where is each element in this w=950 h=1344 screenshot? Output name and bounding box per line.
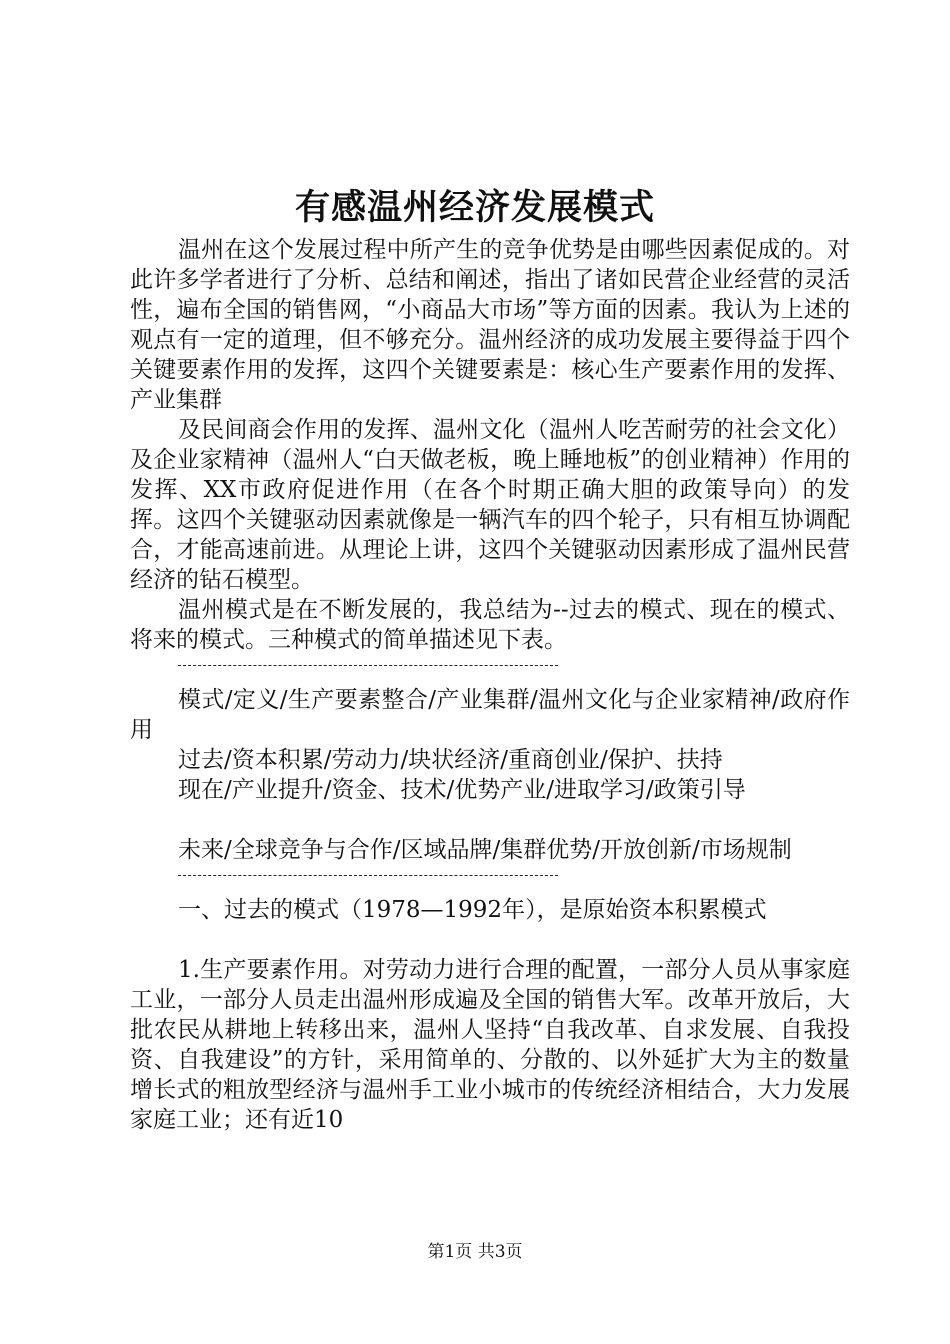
paragraph-intro: 温州在这个发展过程中所产生的竞争优势是由哪些因素促成的。对此许多学者进行了分析、总结和阐述，指出了诸如民营企业经营的灵活性，遍布全国的销售网，“小商品大市场”等方面的因素。我认为上述的观点有一定的道理，但不够充分。温州经济的成功发展主要得益于四个关键要素作用的发挥，这四个关键要素是：核心生产要素作用的发挥、产业集群 bbox=[130, 237, 850, 413]
paragraph-four-drivers: 及民间商会作用的发挥、温州文化（温州人吃苦耐劳的社会文化）及企业家精神（温州人“白天做老板，晚上睡地板”的创业精神）作用的发挥、XX市政府促进作用（在各个时期正确大胆的政策导向）的发挥。这四个关键驱动因素就像是一辆汽车的四个轮子，只有相互协调配合，才能高速前进。从理论上讲，这四个关键驱动因素形成了温州民营经济的钻石模型。 bbox=[130, 417, 850, 593]
page-footer: 第1页 共3页 bbox=[427, 1242, 523, 1262]
table-row-present: 现在/产业提升/资金、技术/优势产业/进取学习/政策引导 bbox=[178, 777, 746, 803]
table-header-row: 模式/定义/生产要素整合/产业集群/温州文化与企业家精神/政府作用 bbox=[130, 687, 850, 743]
table-bottom-rule bbox=[130, 865, 850, 895]
paragraph-model-evolution: 温州模式是在不断发展的，我总结为--过去的模式、现在的模式、将来的模式。三种模式的简单描述见下表。 bbox=[130, 597, 850, 653]
blank-line bbox=[130, 925, 850, 955]
dashed-divider bbox=[178, 665, 558, 666]
section-heading-past-model: 一、过去的模式（1978—1992年），是原始资本积累模式 bbox=[178, 897, 767, 923]
document-title: 有感温州经济发展模式 bbox=[294, 187, 655, 228]
table-top-rule bbox=[130, 655, 850, 685]
paragraph-production-factors: 1.生产要素作用。对劳动力进行合理的配置，一部分人员从事家庭工业，一部分人员走出温州形成遍及全国的销售大军。改革开放后，大批农民从耕地上转移出来，温州人坚持“自我改革、自求发展、自我投资、自我建设”的方针，采用简单的、分散的、以外延扩大为主的数量增长式的粗放型经济与温州手工业小城市的传统经济相结合，大力发展家庭工业；还有近10 bbox=[130, 957, 850, 1133]
table-row-future: 未来/全球竞争与合作/区域品牌/集群优势/开放创新/市场规制 bbox=[178, 837, 792, 863]
table-row-past: 过去/资本积累/劳动力/块状经济/重商创业/保护、扶持 bbox=[178, 747, 723, 773]
document-body bbox=[130, 235, 850, 1135]
dashed-divider bbox=[178, 875, 558, 876]
blank-line bbox=[130, 805, 850, 835]
